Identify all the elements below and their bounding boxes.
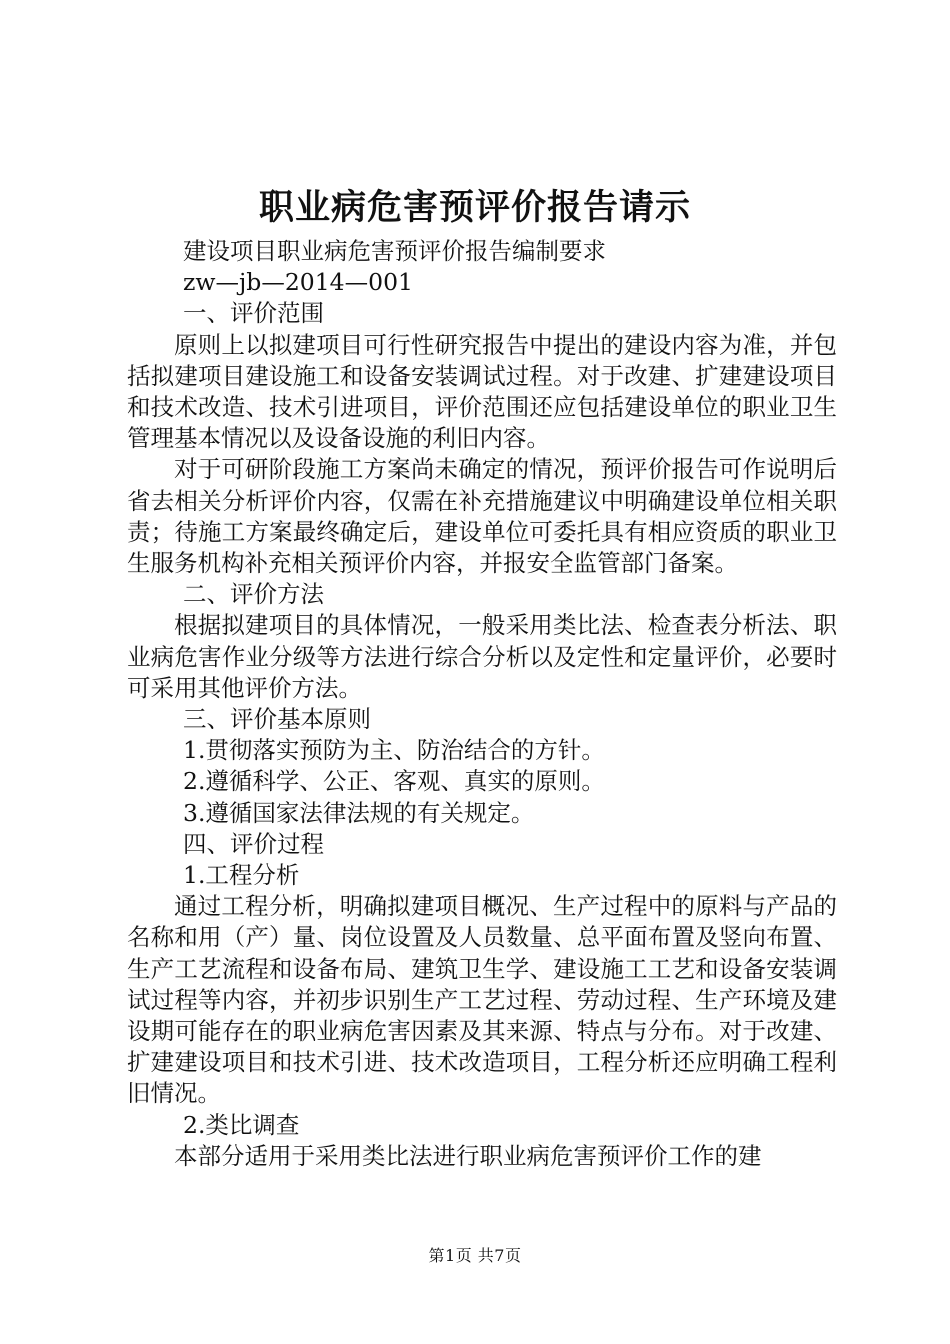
subsection-heading-analogy: 2.类比调查 <box>183 1110 300 1139</box>
section-heading-scope: 一、评价范围 <box>183 299 324 328</box>
paragraph-scope-1: 原则上以拟建项目可行性研究报告中提出的建设内容为准，并包括拟建项目建设施工和设备安装调试过程。对于改建、扩建建设项目和技术改造、技术引进项目，评价范围还应包括建设单位的职业卫生管理基本情况以及设备设施的利旧内容。 <box>127 330 837 453</box>
paragraph-scope-2: 对于可研阶段施工方案尚未确定的情况，预评价报告可作说明后省去相关分析评价内容，仅需在补充措施建议中明确建设单位相关职责；待施工方案最终确定后，建设单位可委托具有相应资质的职业卫生服务机构补充相关预评价内容，并报安全监管部门备案。 <box>127 455 837 578</box>
section-heading-process: 四、评价过程 <box>183 829 324 858</box>
section-heading-method: 二、评价方法 <box>183 580 324 609</box>
subsection-heading-engineering: 1.工程分析 <box>183 861 300 890</box>
document-body <box>127 236 837 1172</box>
paragraph-method: 根据拟建项目的具体情况，一般采用类比法、检查表分析法、职业病危害作业分级等方法进行综合分析以及定性和定量评价，必要时可采用其他评价方法。 <box>127 611 837 702</box>
document-subtitle: 建设项目职业病危害预评价报告编制要求 <box>183 237 606 265</box>
paragraph-engineering: 通过工程分析，明确拟建项目概况、生产过程中的原料与产品的名称和用（产）量、岗位设置及人员数量、总平面布置及竖向布置、生产工艺流程和设备布局、建筑卫生学、建设施工工艺和设备安装调试过程等内容，并初步识别生产工艺过程、劳动过程、生产环境及建设期可能存在的职业病危害因素及其来源、特点与分布。对于改建、扩建建设项目和技术引进、技术改造项目，工程分析还应明确工程利旧情况。 <box>127 892 837 1108</box>
paragraph-analogy: 本部分适用于采用类比法进行职业病危害预评价工作的建 <box>174 1141 762 1170</box>
principle-item-3: 3.遵循国家法律法规的有关规定。 <box>183 798 535 827</box>
page-footer: 第1页 共7页 <box>428 1246 522 1265</box>
section-heading-principles: 三、评价基本原则 <box>183 705 371 734</box>
principle-item-2: 2.遵循科学、公正、客观、真实的原则。 <box>183 767 605 796</box>
principle-item-1: 1.贯彻落实预防为主、防治结合的方针。 <box>183 736 605 765</box>
document-title: 职业病危害预评价报告请示 <box>258 187 691 228</box>
document-code: zw—jb—2014—001 <box>183 268 413 297</box>
